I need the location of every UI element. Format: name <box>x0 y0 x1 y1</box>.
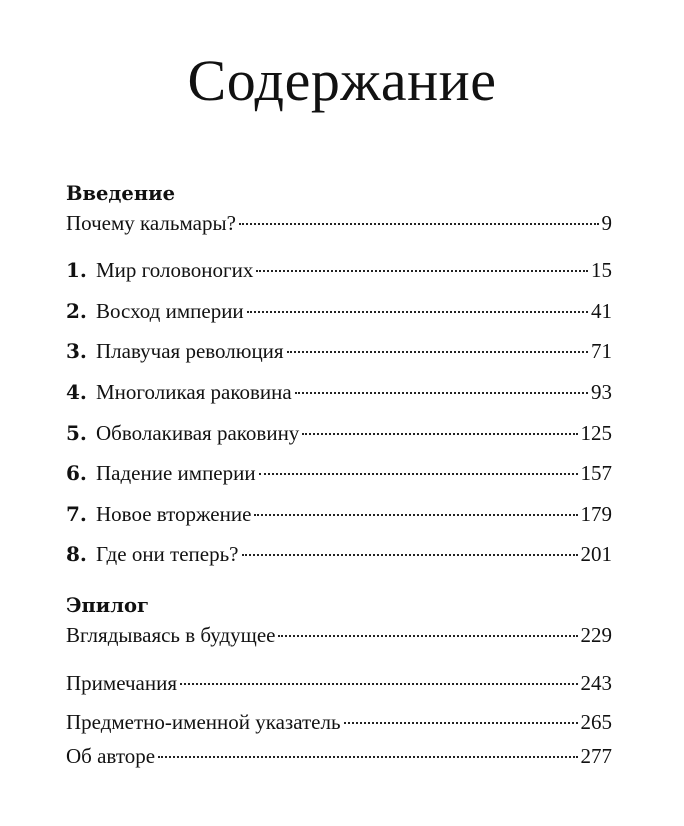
chapter-page-number: 93 <box>591 380 612 404</box>
toc-entry-chapter-1[interactable] <box>66 257 612 283</box>
toc-entry-chapter-4[interactable] <box>66 379 612 405</box>
dot-leader <box>295 392 588 394</box>
toc-entry-chapter-8[interactable] <box>66 541 612 567</box>
chapter-page-number: 179 <box>580 502 612 526</box>
toc-entry-chapter-2[interactable] <box>66 298 612 324</box>
chapter-number: 6. <box>66 461 87 485</box>
chapter-number: 3. <box>66 339 87 363</box>
dot-leader <box>242 554 578 556</box>
entry-page-number: 229 <box>580 623 612 647</box>
toc-entry-chapter-5[interactable] <box>66 420 612 446</box>
epilogue-heading: Эпилог <box>66 594 149 617</box>
chapter-title: Обволакивая раковину <box>96 421 300 445</box>
chapter-title: Многоликая раковина <box>96 380 292 404</box>
entry-title: Предметно-именной указатель <box>66 710 341 734</box>
chapter-number: 2. <box>66 299 87 323</box>
dot-leader <box>180 683 577 685</box>
toc-entry-about-author[interactable] <box>66 743 612 769</box>
entry-page-number: 277 <box>580 744 612 768</box>
dot-leader <box>287 351 588 353</box>
toc-entry-epilogue[interactable] <box>66 622 612 648</box>
chapter-title: Падение империи <box>96 461 256 485</box>
toc-entry-notes[interactable] <box>66 670 612 696</box>
entry-title: Почему кальмары? <box>66 211 236 235</box>
entry-page-number: 243 <box>580 671 612 695</box>
entry-page-number: 9 <box>601 211 612 235</box>
dot-leader <box>344 722 578 724</box>
chapter-title: Мир головоногих <box>96 258 254 282</box>
dot-leader <box>256 270 588 272</box>
chapter-page-number: 201 <box>580 542 612 566</box>
chapter-page-number: 71 <box>591 339 612 363</box>
toc-entry-chapter-6[interactable] <box>66 460 612 486</box>
dot-leader <box>278 635 577 637</box>
dot-leader <box>254 514 577 516</box>
toc-entry-introduction[interactable] <box>66 210 612 236</box>
chapter-page-number: 125 <box>580 421 612 445</box>
entry-title: Примечания <box>66 671 178 695</box>
toc-entry-index[interactable] <box>66 709 612 735</box>
dot-leader <box>158 756 577 758</box>
chapter-title: Восход империи <box>96 299 244 323</box>
chapter-number: 1. <box>66 258 87 282</box>
chapter-title: Где они теперь? <box>96 542 239 566</box>
entry-title: Вглядываясь в будущее <box>66 623 276 647</box>
dot-leader <box>247 311 588 313</box>
chapter-number: 4. <box>66 380 87 404</box>
dot-leader <box>239 223 599 225</box>
chapter-page-number: 41 <box>591 299 612 323</box>
chapter-number: 7. <box>66 502 87 526</box>
chapter-page-number: 157 <box>580 461 612 485</box>
dot-leader <box>302 433 577 435</box>
page-title: Содержание <box>187 48 497 113</box>
entry-page-number: 265 <box>580 710 612 734</box>
chapter-page-number: 15 <box>591 258 612 282</box>
chapter-number: 5. <box>66 421 87 445</box>
entry-title: Об авторе <box>66 744 156 768</box>
toc-entry-chapter-7[interactable] <box>66 501 612 527</box>
chapter-number: 8. <box>66 542 87 566</box>
introduction-heading: Введение <box>66 182 175 205</box>
toc-entry-chapter-3[interactable] <box>66 338 612 364</box>
chapter-title: Новое вторжение <box>96 502 252 526</box>
chapter-title: Плавучая революция <box>96 339 284 363</box>
dot-leader <box>259 473 578 475</box>
